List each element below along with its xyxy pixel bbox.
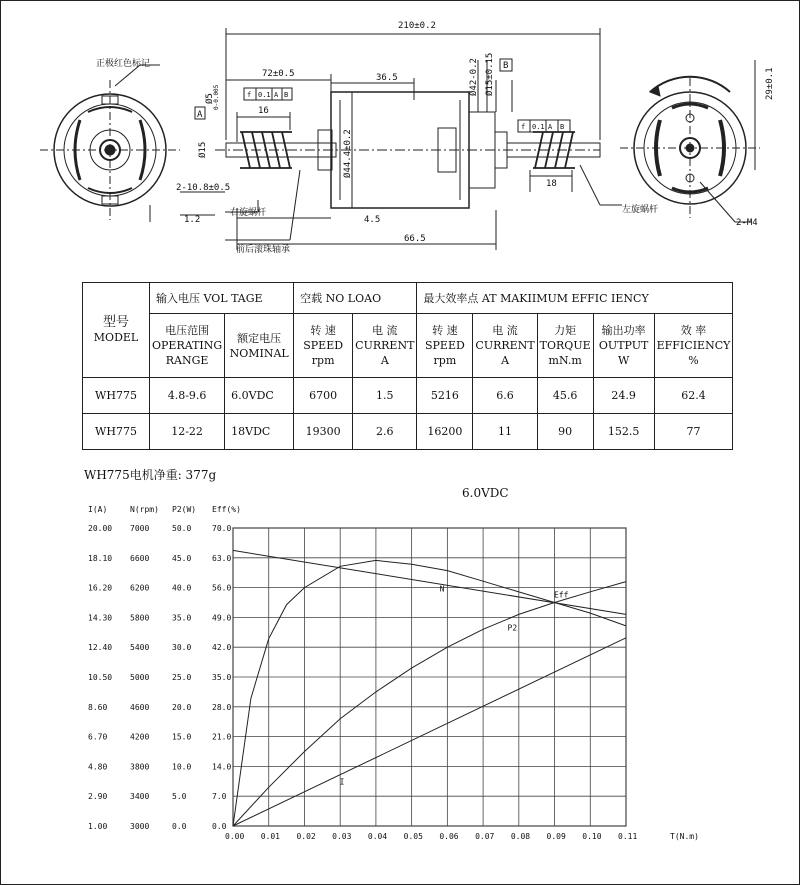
y-tick-label: 14.30	[88, 613, 113, 623]
y-tick-label: 2.90	[88, 792, 108, 802]
label-bearing: 前后滚珠轴承	[236, 245, 291, 255]
y-tick-label: 35.0	[172, 613, 192, 623]
series-p2-label: P2	[507, 623, 518, 633]
dim-4-5: 4.5	[364, 215, 381, 225]
dim-18: 18	[546, 179, 557, 189]
y-tick-label: 50.0	[172, 524, 192, 533]
cell-torque: 90	[537, 414, 593, 450]
y-tick-label: 7000	[130, 524, 150, 533]
axis-label: N(rpm)	[130, 505, 159, 514]
spec-table	[82, 282, 733, 450]
y-tick-label: 20.0	[172, 702, 192, 712]
cell-eff-current: 11	[473, 414, 537, 450]
series-i-line	[233, 638, 626, 826]
y-tick-label: 5800	[130, 613, 150, 623]
y-tick-label: 42.0	[212, 643, 232, 653]
datum-b: B	[503, 61, 509, 71]
table-row	[83, 378, 733, 414]
y-tick-label: 28.0	[212, 702, 232, 712]
x-tick-label: 0.08	[510, 832, 531, 841]
chart-grid	[233, 528, 626, 826]
cell-efficiency: 77	[654, 414, 733, 450]
cell-noload-current: 2.6	[353, 414, 417, 450]
y-tick-label: 35.0	[212, 673, 232, 682]
y-tick-label: 5000	[130, 673, 150, 682]
subheader-efficiency: 效 率 EFFICIENCY %	[654, 314, 733, 378]
x-tick-label: 0.10	[582, 832, 602, 841]
axis-label: I(A)	[88, 505, 108, 514]
y-tick-label: 10.0	[172, 762, 192, 772]
y-tick-label: 4.80	[88, 762, 108, 772]
y-tick-label: 12.40	[88, 643, 113, 653]
subheader-noload-speed: 转 速 SPEED rpm	[294, 314, 353, 378]
cell-model: WH775	[83, 378, 150, 414]
subheader-output: 输出功率 OUTPUT W	[593, 314, 654, 378]
subheader-noload-current: 电 流 CURRENT A	[353, 314, 417, 378]
y-tick-label: 5400	[130, 643, 150, 653]
series-n-line	[233, 550, 626, 614]
y-tick-label: 3800	[130, 762, 150, 772]
label-positive-mark: 正极红色标记	[96, 59, 151, 69]
y-tick-label: 6.70	[88, 732, 108, 742]
tol-right-b: B	[560, 123, 565, 131]
motor-drawing	[0, 0, 800, 270]
dim-15-left: Ø15	[198, 141, 208, 158]
y-tick-label: 7.0	[212, 792, 227, 802]
y-tick-label: 8.60	[88, 702, 108, 712]
tol-right-a: A	[548, 123, 553, 131]
cell-output: 24.9	[593, 378, 654, 414]
cell-efficiency: 62.4	[654, 378, 733, 414]
y-tick-label: 30.0	[172, 643, 192, 653]
dim-overall: 210±0.2	[398, 21, 436, 31]
dim-2-10-8: 2-10.8±0.5	[176, 183, 231, 193]
series-n-label: N	[439, 584, 445, 594]
subheader-eff-speed: 转 速 SPEED rpm	[417, 314, 473, 378]
y-tick-label: 16.20	[88, 583, 113, 593]
y-tick-label: 5.0	[172, 792, 187, 802]
axis-label: P2(W)	[172, 505, 197, 514]
y-tick-label: 20.00	[88, 524, 113, 533]
tol-right-sym: f	[521, 123, 526, 131]
y-tick-label: 63.0	[212, 553, 232, 563]
input-voltage-header: 输入电压 VOL TAGE	[150, 283, 294, 314]
subheader-nominal: 额定电压 NOMINAL	[225, 314, 294, 378]
cell-range: 12-22	[150, 414, 225, 450]
x-tick-label: 0.03	[332, 832, 352, 841]
cell-nominal: 6.0VDC	[225, 378, 294, 414]
y-tick-label: 21.0	[212, 732, 232, 742]
dim-5: Ø5	[205, 93, 215, 104]
cell-noload-speed: 6700	[294, 378, 353, 414]
series-i-label: I	[339, 777, 345, 787]
dim-2-m4: 2-M4	[736, 218, 758, 228]
y-tick-label: 1.00	[88, 822, 108, 831]
dim-29: 29±0.1	[765, 67, 775, 100]
dim-72: 72±0.5	[262, 69, 295, 79]
y-tick-label: 4600	[130, 702, 150, 712]
cell-torque: 45.6	[537, 378, 593, 414]
series-eff-line	[233, 560, 626, 826]
y-tick-label: 14.0	[212, 762, 232, 772]
dim-66-5: 66.5	[404, 234, 426, 244]
tol-left-val: 0.1	[258, 91, 271, 99]
cell-noload-speed: 19300	[294, 414, 353, 450]
x-axis-label: T(N.m)	[670, 832, 699, 841]
dim-36-5: 36.5	[376, 73, 398, 83]
y-tick-label: 6200	[130, 583, 150, 593]
x-tick-label: 0.09	[546, 832, 566, 841]
cell-nominal: 18VDC	[225, 414, 294, 450]
axis-label: Eff(%)	[212, 505, 241, 514]
x-tick-label: 0.04	[367, 832, 388, 841]
subheader-eff-current: 电 流 CURRENT A	[473, 314, 537, 378]
subheader-range: 电压范围 OPERATING RANGE	[150, 314, 225, 378]
y-tick-label: 3400	[130, 792, 150, 802]
dim-42: Ø42-0.2	[469, 58, 479, 96]
cell-eff-current: 6.6	[473, 378, 537, 414]
subheader-torque: 力矩 TORQUE mN.m	[537, 314, 593, 378]
series-p2-line	[233, 582, 626, 826]
max-efficiency-header: 最大效率点 AT MAKIIMUM EFFIC IENCY	[417, 283, 733, 314]
x-tick-label: 0.00	[225, 832, 245, 841]
dim-5-tol: 0-0.005	[213, 84, 220, 110]
y-tick-label: 40.0	[172, 583, 192, 593]
model-header: 型号 MODEL	[83, 283, 150, 378]
y-tick-label: 15.0	[172, 732, 192, 742]
tol-left-b: B	[284, 91, 289, 99]
dim-1-2: 1.2	[184, 215, 201, 225]
cell-range: 4.8-9.6	[150, 378, 225, 414]
series-eff-label: Eff	[553, 590, 569, 600]
tol-left-a: A	[274, 91, 279, 99]
tol-left-sym: f	[247, 91, 252, 99]
label-right-worm: 右旋蜗杆	[230, 208, 267, 218]
y-tick-label: 3000	[130, 822, 150, 831]
label-left-worm: 左旋蜗杆	[622, 205, 659, 215]
y-tick-label: 18.10	[88, 553, 113, 563]
x-tick-label: 0.05	[403, 832, 423, 841]
dim-16: 16	[258, 106, 269, 116]
dim-44-4: Ø44.4±0.2	[343, 129, 353, 178]
y-tick-label: 70.0	[212, 524, 232, 533]
performance-chart	[0, 500, 800, 860]
y-tick-label: 56.0	[212, 583, 232, 593]
noload-header: 空载 NO LOAO	[294, 283, 417, 314]
x-tick-label: 0.07	[475, 832, 495, 841]
x-tick-label: 0.01	[260, 832, 280, 841]
cell-output: 152.5	[593, 414, 654, 450]
cell-noload-current: 1.5	[353, 378, 417, 414]
y-tick-label: 25.0	[172, 673, 192, 682]
cell-eff-speed: 16200	[417, 414, 473, 450]
y-tick-label: 0.0	[172, 822, 187, 831]
datum-a: A	[197, 110, 203, 120]
cell-eff-speed: 5216	[417, 378, 473, 414]
x-tick-label: 0.02	[296, 832, 316, 841]
y-tick-label: 10.50	[88, 673, 113, 682]
x-tick-label: 0.06	[439, 832, 459, 841]
y-tick-label: 4200	[130, 732, 150, 742]
y-tick-label: 6600	[130, 553, 150, 563]
curve-title: 6.0VDC	[462, 486, 509, 500]
table-row	[83, 414, 733, 450]
y-tick-label: 0.0	[212, 822, 227, 831]
tol-right-val: 0.1	[532, 123, 545, 131]
motor-weight: WH775电机净重: 377g	[84, 468, 217, 482]
y-tick-label: 49.0	[212, 613, 232, 623]
dim-15-right: Ø15±0.15	[485, 52, 495, 96]
cell-model: WH775	[83, 414, 150, 450]
y-tick-label: 45.0	[172, 553, 192, 563]
x-tick-label: 0.11	[618, 832, 638, 841]
